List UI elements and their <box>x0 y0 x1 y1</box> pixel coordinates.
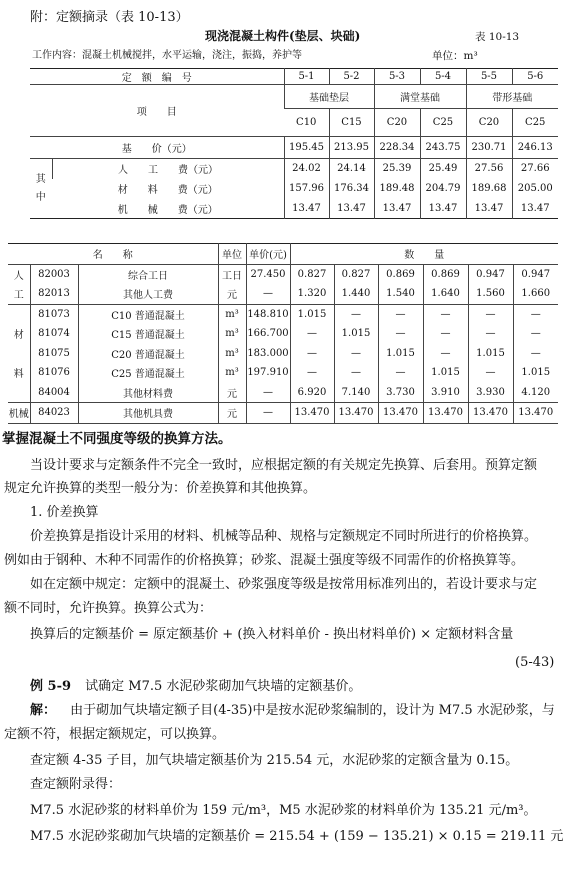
cost-cell: 13.47 <box>374 199 420 219</box>
subsection-title: 1. 价差换算 <box>30 505 99 520</box>
name-cell: C10 普通混凝土 <box>78 304 218 324</box>
grade-cell: C25 <box>420 109 466 137</box>
unit-cell: m³ <box>218 363 246 383</box>
paragraph: 价差换算是指设计采用的材料、机械等品种、规格与定额规定不同时所进行的价格换算。 <box>30 529 538 544</box>
grade-cell: C25 <box>512 109 558 137</box>
paragraph: 额不同时，允许换算。换算公式为： <box>4 601 213 616</box>
category-cell: 工 <box>8 284 30 304</box>
quantity-cell: 0.827 <box>334 264 378 284</box>
unit-price-cell: 197.910 <box>246 363 290 383</box>
quantity-cell: 1.015 <box>513 363 558 383</box>
quantity-cell: 3.930 <box>468 383 513 403</box>
name-cell: 其他机具费 <box>78 403 218 424</box>
cost-row-label: 材 料 费（元） <box>117 185 218 196</box>
quantity-cell: — <box>423 324 468 344</box>
unit-cell: m³ <box>218 344 246 364</box>
cost-cell: 13.47 <box>512 199 558 219</box>
quantity-cell: — <box>513 344 558 364</box>
quantity-cell: 0.947 <box>468 264 513 284</box>
quantity-cell: — <box>468 324 513 344</box>
table1-number: 表 10-13 <box>475 31 520 43</box>
cost-cell: 27.66 <box>512 159 558 179</box>
material-table <box>8 243 558 424</box>
table1-unit: 单位：m³ <box>432 50 478 62</box>
code-cell: 5-1 <box>284 69 329 85</box>
unit-price-cell: 183.000 <box>246 344 290 364</box>
code-cell: 5-3 <box>374 69 420 85</box>
base-price-cell: 230.71 <box>466 137 512 159</box>
quantity-cell: 0.869 <box>423 264 468 284</box>
code-cell: 5-6 <box>512 69 558 85</box>
grade-cell: C20 <box>374 109 420 137</box>
work-content: 工作内容：混凝土机械搅拌，水平运输，浇注，振捣，养护等 <box>32 50 302 61</box>
quantity-cell: 7.140 <box>334 383 378 403</box>
category-cell: 人 <box>13 270 24 282</box>
quantity-cell: — <box>334 344 378 364</box>
solution-result: M7.5 水泥砂浆砌加气块墙的定额基价 = 215.54 + (159 − 135.21) × 0.15 = 219.11 元 <box>30 829 564 844</box>
unit-cell: 元 <box>218 403 246 424</box>
cost-cell: 204.79 <box>420 179 466 199</box>
cost-cell: 25.39 <box>374 159 420 179</box>
grade-cell: C15 <box>329 109 374 137</box>
unit-price-cell: — <box>246 383 290 403</box>
example-text: 试确定 M7.5 水泥砂浆砌加气块墙的定额基价。 <box>85 679 362 694</box>
group-header: 带形基础 <box>466 85 558 109</box>
quantity-cell: — <box>468 304 513 324</box>
quantity-cell: 1.015 <box>423 363 468 383</box>
name-cell: C15 普通混凝土 <box>78 324 218 344</box>
quota-table <box>30 68 558 219</box>
quantity-cell: 4.120 <box>513 383 558 403</box>
table1-title: 现浇混凝土构件(垫层、块础) <box>205 29 361 43</box>
quantity-cell: 13.470 <box>378 403 423 424</box>
base-price-cell: 195.45 <box>284 137 329 159</box>
solution-text: M7.5 水泥砂浆的材料单价为 159 元/m³，M5 水泥砂浆的材料单价为 135.21 元/m³。 <box>30 803 537 818</box>
cost-cell: 13.47 <box>329 199 374 219</box>
code-cell: 5-5 <box>466 69 512 85</box>
code-cell: 82003 <box>30 264 78 284</box>
category-cell <box>8 304 30 324</box>
paragraph: 例如由于钢种、木种不同需作的价格换算；砂浆、混凝土强度等级不同需作的价格换算等。 <box>4 553 525 568</box>
quantity-cell: — <box>468 363 513 383</box>
category-cell: 机械 <box>8 403 30 424</box>
cost-cell: 24.14 <box>329 159 374 179</box>
code-cell: 81076 <box>30 363 78 383</box>
cost-cell: 205.00 <box>512 179 558 199</box>
base-price-cell: 213.95 <box>329 137 374 159</box>
unit-cell: 元 <box>218 284 246 304</box>
quantity-cell: — <box>290 344 334 364</box>
cost-row-label: 机 械 费（元） <box>117 204 218 216</box>
cost-cell: 24.02 <box>284 159 329 179</box>
quantity-cell: 1.015 <box>378 344 423 364</box>
quantity-cell: 13.470 <box>423 403 468 424</box>
solution-label: 解： <box>30 703 57 718</box>
solution-text: 定额不符，根据定额规定，可以换算。 <box>4 727 226 742</box>
unit-cell: m³ <box>218 324 246 344</box>
quantity-cell: 3.910 <box>423 383 468 403</box>
category-cell: 料 <box>13 369 24 381</box>
quantity-header: 数 量 <box>290 244 558 265</box>
section-heading: 掌握混凝土不同强度等级的换算方法。 <box>2 431 232 447</box>
group-header: 满堂基础 <box>374 85 466 109</box>
code-cell: 5-4 <box>420 69 466 85</box>
quantity-cell: 1.660 <box>513 284 558 304</box>
name-cell: C25 普通混凝土 <box>78 363 218 383</box>
base-price-cell: 243.75 <box>420 137 466 159</box>
base-price-label: 基 价（元） <box>30 137 284 159</box>
solution-text: 查定额 4-35 子目，加气块墙定额基价为 215.54 元，水泥砂浆的定额含量为 0.15。 <box>30 753 519 768</box>
quantity-cell: 13.470 <box>513 403 558 424</box>
example-label: 例 5-9 <box>30 679 72 694</box>
quantity-cell: — <box>378 324 423 344</box>
cost-row-label: 人 工 费（元） <box>52 159 284 179</box>
name-cell: 其他人工费 <box>78 284 218 304</box>
unit-price-header: 单价(元) <box>246 244 290 265</box>
name-cell: C20 普通混凝土 <box>78 344 218 364</box>
cost-cell: 13.47 <box>420 199 466 219</box>
quantity-cell: — <box>423 304 468 324</box>
category-cell <box>8 344 30 364</box>
quantity-cell: 0.827 <box>290 264 334 284</box>
cost-cell: 189.68 <box>466 179 512 199</box>
among-label: 其 中 <box>35 173 46 203</box>
code-cell: 84023 <box>30 403 78 424</box>
quantity-cell: 0.947 <box>513 264 558 284</box>
cost-cell: 25.49 <box>420 159 466 179</box>
base-price-cell: 228.34 <box>374 137 420 159</box>
quantity-cell: 1.015 <box>468 344 513 364</box>
name-cell: 其他材料费 <box>78 383 218 403</box>
quantity-cell: 13.470 <box>334 403 378 424</box>
formula: 换算后的定额基价 = 原定额基价 + (换入材料单价 - 换出材料单价) × 定额材料含量 <box>30 627 514 642</box>
cost-cell: 13.47 <box>284 199 329 219</box>
cost-cell: 176.34 <box>329 179 374 199</box>
code-cell: 81075 <box>30 344 78 364</box>
appendix-title: 附：定额摘录（表 10-13） <box>30 10 189 25</box>
code-cell: 81073 <box>30 304 78 324</box>
paragraph: 规定允许换算的类型一般分为：价差换算和其他换算。 <box>4 481 317 496</box>
cost-cell: 27.56 <box>466 159 512 179</box>
solution-text: 查定额附录得： <box>30 777 122 792</box>
unit-header: 单位 <box>218 244 246 265</box>
item-header: 项 目 <box>30 85 284 137</box>
quantity-cell: — <box>513 304 558 324</box>
unit-price-cell: 27.450 <box>246 264 290 284</box>
unit-price-cell: 166.700 <box>246 324 290 344</box>
paragraph: 如在定额中规定：定额中的混凝土、砂浆强度等级是按常用标准列出的，若设计要求与定 <box>30 577 538 592</box>
quantity-cell: — <box>334 304 378 324</box>
category-cell: 材 <box>13 330 24 342</box>
quantity-cell: — <box>513 324 558 344</box>
unit-cell: 工日 <box>218 264 246 284</box>
unit-cell: m³ <box>218 304 246 324</box>
group-header: 基础垫层 <box>284 85 374 109</box>
code-cell: 81074 <box>30 324 78 344</box>
unit-cell: 元 <box>218 383 246 403</box>
code-header: 定 额 编 号 <box>30 69 284 85</box>
quantity-cell: 1.640 <box>423 284 468 304</box>
paragraph: 当设计要求与定额条件不完全一致时，应根据定额的有关规定先换算、后套用。预算定额 <box>30 458 538 473</box>
quantity-cell: 3.730 <box>378 383 423 403</box>
quantity-cell: 0.869 <box>378 264 423 284</box>
grade-cell: C20 <box>466 109 512 137</box>
quantity-cell: — <box>290 324 334 344</box>
name-header: 名 称 <box>8 244 218 265</box>
category-cell <box>8 383 30 403</box>
quantity-cell: 1.440 <box>334 284 378 304</box>
quantity-cell: 1.320 <box>290 284 334 304</box>
quantity-cell: 1.015 <box>334 324 378 344</box>
name-cell: 综合工日 <box>78 264 218 284</box>
quantity-cell: 6.920 <box>290 383 334 403</box>
quantity-cell: — <box>334 363 378 383</box>
cost-cell: 13.47 <box>466 199 512 219</box>
quantity-cell: — <box>378 363 423 383</box>
code-cell: 82013 <box>30 284 78 304</box>
quantity-cell: — <box>423 344 468 364</box>
code-cell: 5-2 <box>329 69 374 85</box>
solution-text: 由于砌加气块墙定额子目(4-35)中是按水泥砂浆编制的，设计为 M7.5 水泥砂浆，与 <box>70 703 555 718</box>
cost-cell: 189.48 <box>374 179 420 199</box>
unit-price-cell: — <box>246 284 290 304</box>
quantity-cell: 13.470 <box>468 403 513 424</box>
quantity-cell: 1.540 <box>378 284 423 304</box>
quantity-cell: — <box>378 304 423 324</box>
base-price-cell: 246.13 <box>512 137 558 159</box>
cost-cell: 157.96 <box>284 179 329 199</box>
code-cell: 84004 <box>30 383 78 403</box>
quantity-cell: — <box>290 363 334 383</box>
unit-price-cell: — <box>246 403 290 424</box>
unit-price-cell: 148.810 <box>246 304 290 324</box>
quantity-cell: 1.560 <box>468 284 513 304</box>
formula-number: (5-43) <box>515 655 555 670</box>
quantity-cell: 1.015 <box>290 304 334 324</box>
quantity-cell: 13.470 <box>290 403 334 424</box>
grade-cell: C10 <box>284 109 329 137</box>
